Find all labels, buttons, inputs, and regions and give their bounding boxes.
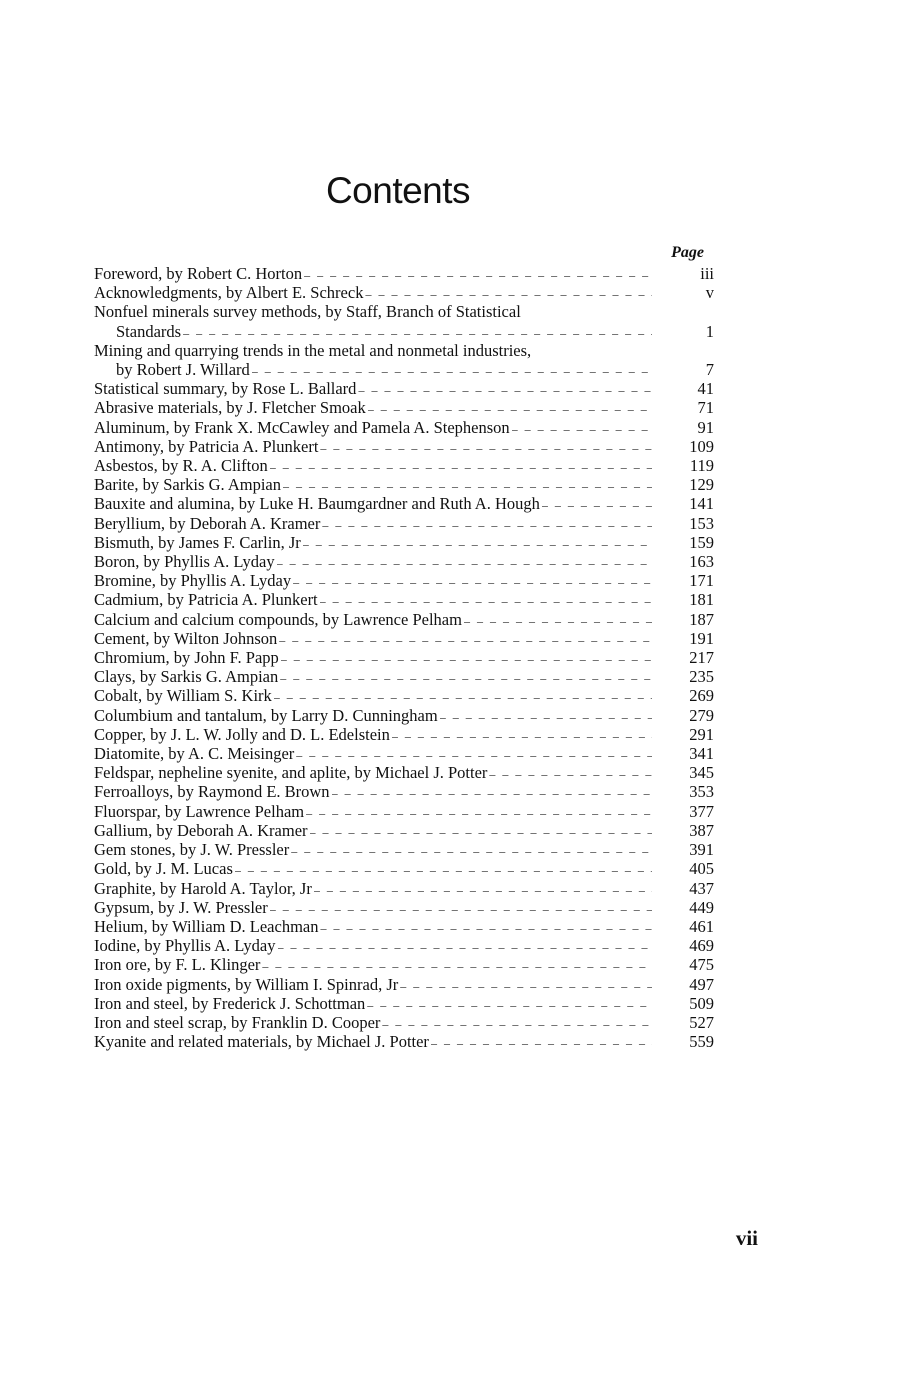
toc-page-number: 159 xyxy=(689,532,714,552)
leader-dashes xyxy=(306,807,652,819)
toc-entry-title: Bromine, by Phyllis A. Lyday xyxy=(94,571,292,591)
toc-entry xyxy=(94,840,714,859)
leader-dashes xyxy=(320,922,652,934)
toc-entry-title: Asbestos, by R. A. Clifton xyxy=(94,456,268,476)
toc-entry xyxy=(94,917,714,936)
toc-entry xyxy=(94,994,714,1013)
toc-entry xyxy=(94,955,714,974)
toc-page-number: 279 xyxy=(689,705,714,725)
leader-dashes xyxy=(332,787,652,799)
toc-entry xyxy=(94,475,714,494)
toc-entry xyxy=(94,879,714,898)
leader-dashes xyxy=(283,480,652,492)
leader-dashes xyxy=(314,884,652,896)
leader-dashes xyxy=(293,576,652,588)
leader-dashes xyxy=(512,423,652,435)
toc-entry-title: Columbium and tantalum, by Larry D. Cunningham xyxy=(94,705,438,725)
toc-entry-title: by Robert J. Willard xyxy=(116,360,250,380)
toc-page-number: 449 xyxy=(689,897,714,917)
toc-entry xyxy=(94,859,714,878)
toc-entry xyxy=(94,379,714,398)
toc-entry xyxy=(94,975,714,994)
leader-dashes xyxy=(440,711,652,723)
leader-dashes xyxy=(392,730,652,742)
toc-entry-title: Helium, by William D. Leachman xyxy=(94,916,319,936)
leader-dashes xyxy=(270,903,652,915)
leader-dashes xyxy=(270,461,652,473)
toc-page-number: 291 xyxy=(689,724,714,744)
toc-page-number: v xyxy=(705,283,714,303)
leader-dashes xyxy=(304,269,652,281)
leader-dashes xyxy=(365,288,652,300)
toc-entry xyxy=(94,264,714,283)
leader-dashes xyxy=(291,845,652,857)
toc-entry xyxy=(94,456,714,475)
leader-dashes xyxy=(235,864,652,876)
toc-entry xyxy=(94,1032,714,1051)
toc-entry-title: Gold, by J. M. Lucas xyxy=(94,859,233,879)
toc-entry-title: Gallium, by Deborah A. Kramer xyxy=(94,820,308,840)
toc-entry-title: Bauxite and alumina, by Luke H. Baumgardner and Ruth A. Hough xyxy=(94,494,540,514)
leader-dashes xyxy=(320,595,652,607)
toc-page-number: 217 xyxy=(689,648,714,668)
toc-entry-title: Abrasive materials, by J. Fletcher Smoak xyxy=(94,398,366,418)
leader-dashes xyxy=(310,826,652,838)
toc-page-number: 129 xyxy=(689,475,714,495)
toc-entry-title-line: Nonfuel minerals survey methods, by Staff, Branch of Statistical xyxy=(94,302,521,322)
toc-entry xyxy=(94,648,714,667)
toc-entry-title: Statistical summary, by Rose L. Ballard xyxy=(94,379,357,399)
toc-entry xyxy=(94,782,714,801)
toc-page-number: 141 xyxy=(689,494,714,514)
page-column-header: Page xyxy=(671,244,704,261)
toc-entry xyxy=(94,590,714,609)
toc-entry-title: Ferroalloys, by Raymond E. Brown xyxy=(94,782,330,802)
toc-entry xyxy=(94,821,714,840)
toc-page-number: 405 xyxy=(689,859,714,879)
toc-entry xyxy=(94,398,714,417)
leader-dashes xyxy=(322,519,652,531)
toc-page-number: 497 xyxy=(689,974,714,994)
toc-entry-title: Cadmium, by Patricia A. Plunkert xyxy=(94,590,318,610)
toc-entry xyxy=(94,533,714,552)
toc-entry-title: Beryllium, by Deborah A. Kramer xyxy=(94,513,321,533)
toc-page-number: iii xyxy=(700,264,714,283)
toc-page-number: 391 xyxy=(689,840,714,860)
toc-entry-title: Aluminum, by Frank X. McCawley and Pamela A. Stephenson xyxy=(94,417,510,437)
toc-entry-title: Iron ore, by F. L. Klinger xyxy=(94,955,261,975)
leader-dashes xyxy=(320,442,652,454)
toc-page-number: 235 xyxy=(689,667,714,687)
toc-page-number: 559 xyxy=(689,1032,714,1052)
page-title: Contents xyxy=(325,170,471,211)
toc-entry-title: Copper, by J. L. W. Jolly and D. L. Edelstein xyxy=(94,724,390,744)
toc-page-number: 353 xyxy=(689,782,714,802)
toc-page-number: 187 xyxy=(689,609,714,629)
toc-entry xyxy=(94,610,714,629)
leader-dashes xyxy=(183,327,652,339)
leader-dashes xyxy=(278,941,653,953)
toc-page-number: 475 xyxy=(689,955,714,975)
leader-dashes xyxy=(252,365,652,377)
toc-entry xyxy=(94,418,714,437)
toc-page-number: 469 xyxy=(689,936,714,956)
leader-dashes xyxy=(400,980,652,992)
toc-entry-title: Boron, by Phyllis A. Lyday xyxy=(94,552,275,572)
toc-entry xyxy=(94,302,714,340)
toc-page-number: 377 xyxy=(689,801,714,821)
toc-entry-title: Iron oxide pigments, by William I. Spinrad, Jr xyxy=(94,974,399,994)
toc-page-number: 345 xyxy=(689,763,714,783)
toc-page-number: 437 xyxy=(689,878,714,898)
leader-dashes xyxy=(296,749,652,761)
toc-entry-title: Cement, by Wilton Johnson xyxy=(94,628,278,648)
toc-entry xyxy=(94,1013,714,1032)
leader-dashes xyxy=(279,634,652,646)
toc-entry xyxy=(94,667,714,686)
toc-entry-title: Calcium and calcium compounds, by Lawrence Pelham xyxy=(94,609,462,629)
toc-page-number: 171 xyxy=(689,571,714,591)
leader-dashes xyxy=(542,499,652,511)
toc-entry-title-line: Mining and quarrying trends in the metal and nonmetal industries, xyxy=(94,340,532,360)
toc-entry xyxy=(94,283,714,302)
toc-entry-title: Iodine, by Phyllis A. Lyday xyxy=(94,936,276,956)
toc-entry xyxy=(94,725,714,744)
toc-entry xyxy=(94,936,714,955)
toc-entry xyxy=(94,802,714,821)
toc-entry xyxy=(94,552,714,571)
toc-entry-title: Diatomite, by A. C. Meisinger xyxy=(94,744,295,764)
toc-entry xyxy=(94,763,714,782)
leader-dashes xyxy=(274,691,652,703)
page-folio: vii xyxy=(735,1226,758,1250)
leader-dashes xyxy=(358,384,652,396)
toc-entry-title: Barite, by Sarkis G. Ampian xyxy=(94,475,281,495)
toc-entry xyxy=(94,494,714,513)
toc-entry-title: Chromium, by John F. Papp xyxy=(94,648,279,668)
toc-page-number: 387 xyxy=(689,820,714,840)
leader-dashes xyxy=(431,1037,652,1049)
toc-entry-title: Feldspar, nepheline syenite, and aplite, by Michael J. Potter xyxy=(94,763,488,783)
toc-entry-title: Gem stones, by J. W. Pressler xyxy=(94,840,290,860)
leader-dashes xyxy=(280,672,652,684)
toc-entry xyxy=(94,898,714,917)
leader-dashes xyxy=(303,538,652,550)
toc-entry-title: Cobalt, by William S. Kirk xyxy=(94,686,272,706)
toc-entry xyxy=(94,571,714,590)
toc-page-number: 341 xyxy=(689,744,714,764)
toc-entry xyxy=(94,706,714,725)
toc-page-number: 509 xyxy=(689,993,714,1013)
toc-page-number: 7 xyxy=(705,360,714,380)
toc-page-number: 41 xyxy=(697,379,714,399)
toc-page-number: 153 xyxy=(689,513,714,533)
leader-dashes xyxy=(277,557,652,569)
toc-page-number: 269 xyxy=(689,686,714,706)
toc-page-number: 181 xyxy=(689,590,714,610)
toc-page-number: 527 xyxy=(689,1012,714,1032)
toc-page-number: 461 xyxy=(689,916,714,936)
toc-entry xyxy=(94,744,714,763)
toc-page-number: 91 xyxy=(697,417,714,437)
toc-entry xyxy=(94,514,714,533)
toc-entry-title: Foreword, by Robert C. Horton xyxy=(94,264,303,283)
leader-dashes xyxy=(368,403,652,415)
leader-dashes xyxy=(367,999,652,1011)
toc-page-number: 1 xyxy=(705,321,714,341)
toc-page-number: 109 xyxy=(689,436,714,456)
leader-dashes xyxy=(489,768,652,780)
toc-entry-title: Clays, by Sarkis G. Ampian xyxy=(94,667,279,687)
toc-entry-title: Bismuth, by James F. Carlin, Jr xyxy=(94,532,301,552)
toc-entry-title: Antimony, by Patricia A. Plunkert xyxy=(94,436,319,456)
table-of-contents xyxy=(94,264,714,1051)
toc-entry xyxy=(94,341,714,379)
toc-entry-title: Gypsum, by J. W. Pressler xyxy=(94,897,268,917)
toc-entry-title: Standards xyxy=(116,321,182,341)
toc-entry-title: Graphite, by Harold A. Taylor, Jr xyxy=(94,878,312,898)
leader-dashes xyxy=(464,615,652,627)
toc-entry-title: Iron and steel scrap, by Franklin D. Cooper xyxy=(94,1012,381,1032)
toc-page-number: 163 xyxy=(689,552,714,572)
toc-entry-title: Fluorspar, by Lawrence Pelham xyxy=(94,801,305,821)
toc-entry-title: Kyanite and related materials, by Michael J. Potter xyxy=(94,1032,429,1052)
leader-dashes xyxy=(382,1018,652,1030)
toc-entry-title: Acknowledgments, by Albert E. Schreck xyxy=(94,283,364,303)
toc-entry-title: Iron and steel, by Frederick J. Schottman xyxy=(94,993,366,1013)
toc-entry xyxy=(94,437,714,456)
leader-dashes xyxy=(262,960,652,972)
toc-page-number: 119 xyxy=(689,456,714,476)
leader-dashes xyxy=(281,653,652,665)
toc-entry xyxy=(94,686,714,705)
toc-page-number: 191 xyxy=(689,628,714,648)
toc-page-number: 71 xyxy=(697,398,714,418)
toc-entry xyxy=(94,629,714,648)
